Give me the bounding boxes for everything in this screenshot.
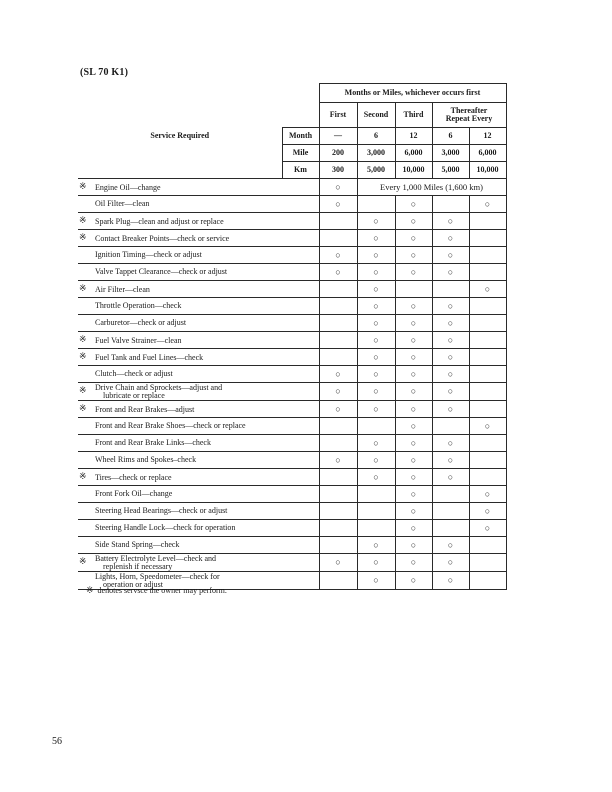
service-item-label: Engine Oil—change bbox=[95, 182, 161, 192]
unit-km: Km bbox=[282, 162, 319, 179]
service-item bbox=[78, 503, 319, 520]
check-mark-icon: ○ bbox=[319, 179, 357, 196]
asterisk-icon: ※ bbox=[79, 385, 87, 396]
check-mark-icon: ○ bbox=[357, 349, 395, 366]
asterisk-icon: ※ bbox=[79, 283, 87, 294]
check-mark-icon: ○ bbox=[319, 401, 357, 418]
table-row bbox=[78, 349, 506, 366]
check-mark-icon: ○ bbox=[395, 435, 432, 452]
service-item bbox=[78, 315, 319, 332]
check-mark-icon: ○ bbox=[432, 401, 469, 418]
interval-note: Every 1,000 Miles (1,600 km) bbox=[357, 179, 506, 196]
service-item-label: Lights, Horn, Speedometer—check for bbox=[95, 571, 220, 581]
table-row bbox=[78, 230, 506, 247]
check-mark-icon: ○ bbox=[469, 520, 506, 537]
col-thereafter bbox=[432, 103, 506, 128]
check-mark-icon: ○ bbox=[395, 196, 432, 213]
check-mark-icon: ○ bbox=[357, 366, 395, 383]
page-number: 56 bbox=[52, 736, 62, 747]
check-mark-icon: ○ bbox=[357, 572, 395, 590]
check-mark-icon: ○ bbox=[319, 196, 357, 213]
service-item bbox=[78, 230, 319, 247]
check-mark-icon: ○ bbox=[395, 383, 432, 401]
check-mark-icon: ○ bbox=[357, 554, 395, 572]
service-item-label: Contact Breaker Points—check or service bbox=[95, 233, 230, 243]
empty-cell bbox=[319, 349, 357, 366]
check-mark-icon: ○ bbox=[319, 452, 357, 469]
empty-cell bbox=[469, 401, 506, 418]
service-item bbox=[78, 196, 319, 213]
empty-cell bbox=[469, 264, 506, 281]
service-item bbox=[78, 281, 319, 298]
service-item-label: Carburetor—check or adjust bbox=[95, 318, 187, 328]
check-mark-icon: ○ bbox=[357, 469, 395, 486]
check-mark-icon: ○ bbox=[432, 247, 469, 264]
unit-cell: 300 bbox=[319, 162, 357, 179]
empty-cell bbox=[469, 383, 506, 401]
empty-cell bbox=[319, 520, 357, 537]
check-mark-icon: ○ bbox=[357, 435, 395, 452]
service-item-label: Front and Rear Brake Links—check bbox=[95, 438, 211, 448]
empty-cell bbox=[432, 196, 469, 213]
service-item-label: Air Filter—clean bbox=[95, 284, 150, 294]
service-item-label: Wheel Rims and Spokes–check bbox=[95, 455, 197, 465]
check-mark-icon: ○ bbox=[432, 366, 469, 383]
check-mark-icon: ○ bbox=[395, 554, 432, 572]
check-mark-icon: ○ bbox=[357, 383, 395, 401]
service-item-label: Spark Plug—clean and adjust or replace bbox=[95, 216, 224, 226]
service-item bbox=[78, 383, 319, 401]
empty-cell bbox=[432, 486, 469, 503]
empty-cell bbox=[319, 572, 357, 590]
header-group-title: Months or Miles, whichever occurs first bbox=[319, 84, 506, 103]
table-row bbox=[78, 332, 506, 349]
check-mark-icon: ○ bbox=[319, 383, 357, 401]
check-mark-icon: ○ bbox=[432, 383, 469, 401]
service-item bbox=[78, 401, 319, 418]
col-first: First bbox=[319, 103, 357, 128]
empty-cell bbox=[469, 537, 506, 554]
asterisk-icon: ※ bbox=[79, 232, 87, 243]
unit-month: Month bbox=[282, 128, 319, 145]
unit-mile: Mile bbox=[282, 145, 319, 162]
table-row bbox=[78, 298, 506, 315]
empty-cell bbox=[395, 281, 432, 298]
empty-cell bbox=[357, 503, 395, 520]
service-item-label: Valve Tappet Clearance—check or adjust bbox=[95, 267, 228, 277]
empty-cell bbox=[469, 469, 506, 486]
check-mark-icon: ○ bbox=[395, 469, 432, 486]
table-row bbox=[78, 520, 506, 537]
unit-cell: 12 bbox=[395, 128, 432, 145]
empty-cell bbox=[319, 230, 357, 247]
unit-cell: 12 bbox=[469, 128, 506, 145]
service-item bbox=[78, 213, 319, 230]
service-item-label: Drive Chain and Sprockets—adjust and bbox=[95, 382, 223, 392]
empty-cell bbox=[319, 298, 357, 315]
check-mark-icon: ○ bbox=[357, 281, 395, 298]
check-mark-icon: ○ bbox=[432, 315, 469, 332]
empty-cell bbox=[469, 213, 506, 230]
table-row bbox=[78, 264, 506, 281]
maintenance-schedule-table bbox=[78, 83, 507, 590]
asterisk-icon: ※ bbox=[79, 215, 87, 226]
empty-cell bbox=[319, 213, 357, 230]
unit-cell: 6 bbox=[432, 128, 469, 145]
asterisk-icon: ※ bbox=[79, 556, 87, 567]
unit-cell: 10,000 bbox=[469, 162, 506, 179]
service-item-label: Oil Filter—clean bbox=[95, 199, 150, 209]
check-mark-icon: ○ bbox=[395, 349, 432, 366]
empty-cell bbox=[319, 537, 357, 554]
check-mark-icon: ○ bbox=[395, 418, 432, 435]
service-item bbox=[78, 520, 319, 537]
empty-cell bbox=[319, 486, 357, 503]
check-mark-icon: ○ bbox=[432, 332, 469, 349]
unit-cell: 200 bbox=[319, 145, 357, 162]
empty-cell bbox=[469, 349, 506, 366]
service-item-label: Battery Electrolyte Level—check and bbox=[95, 553, 217, 563]
empty-cell bbox=[432, 503, 469, 520]
service-item bbox=[78, 452, 319, 469]
check-mark-icon: ○ bbox=[432, 452, 469, 469]
empty-cell bbox=[357, 196, 395, 213]
empty-cell bbox=[432, 520, 469, 537]
service-item-label: Front and Rear Brake Shoes—check or replace bbox=[95, 421, 246, 431]
unit-cell: 5,000 bbox=[357, 162, 395, 179]
check-mark-icon: ○ bbox=[395, 366, 432, 383]
check-mark-icon: ○ bbox=[432, 469, 469, 486]
service-item bbox=[78, 332, 319, 349]
table-row bbox=[78, 247, 506, 264]
check-mark-icon: ○ bbox=[395, 264, 432, 281]
service-item-label: Clutch—check or adjust bbox=[95, 369, 173, 379]
empty-cell bbox=[469, 315, 506, 332]
check-mark-icon: ○ bbox=[432, 572, 469, 590]
check-mark-icon: ○ bbox=[395, 247, 432, 264]
check-mark-icon: ○ bbox=[357, 332, 395, 349]
check-mark-icon: ○ bbox=[357, 298, 395, 315]
service-item-label: Steering Handle Lock—check for operation bbox=[95, 523, 236, 533]
empty-cell bbox=[319, 469, 357, 486]
unit-cell: 10,000 bbox=[395, 162, 432, 179]
service-item-label: Front and Rear Brakes—adjust bbox=[95, 404, 195, 414]
empty-cell bbox=[319, 332, 357, 349]
unit-cell: 3,000 bbox=[432, 145, 469, 162]
col-third: Third bbox=[395, 103, 432, 128]
empty-cell bbox=[469, 247, 506, 264]
empty-cell bbox=[319, 503, 357, 520]
service-item bbox=[78, 179, 319, 196]
table-row bbox=[78, 366, 506, 383]
check-mark-icon: ○ bbox=[432, 554, 469, 572]
asterisk-icon: ※ bbox=[79, 403, 87, 414]
asterisk-icon: ※ bbox=[86, 585, 94, 595]
empty-cell bbox=[469, 366, 506, 383]
table-row bbox=[78, 452, 506, 469]
table-row bbox=[78, 435, 506, 452]
unit-cell: 6 bbox=[357, 128, 395, 145]
table-row bbox=[78, 401, 506, 418]
service-required-label: Service Required bbox=[150, 131, 210, 140]
service-item bbox=[78, 349, 319, 366]
table-row bbox=[78, 486, 506, 503]
service-item-label: Throttle Operation—check bbox=[95, 301, 182, 311]
check-mark-icon: ○ bbox=[319, 264, 357, 281]
empty-cell bbox=[469, 452, 506, 469]
table-row bbox=[78, 281, 506, 298]
service-item bbox=[78, 298, 319, 315]
empty-cell bbox=[319, 418, 357, 435]
service-item bbox=[78, 435, 319, 452]
check-mark-icon: ○ bbox=[395, 230, 432, 247]
empty-cell bbox=[357, 418, 395, 435]
col-second: Second bbox=[357, 103, 395, 128]
check-mark-icon: ○ bbox=[357, 213, 395, 230]
service-item-label: Side Stand Spring—check bbox=[95, 540, 180, 550]
service-item bbox=[78, 486, 319, 503]
unit-cell: 5,000 bbox=[432, 162, 469, 179]
check-mark-icon: ○ bbox=[357, 401, 395, 418]
table-row bbox=[78, 503, 506, 520]
check-mark-icon: ○ bbox=[395, 520, 432, 537]
service-item-label: Fuel Valve Strainer—clean bbox=[95, 335, 182, 345]
service-item-label-cont: operation or adjust bbox=[103, 579, 163, 589]
check-mark-icon: ○ bbox=[395, 332, 432, 349]
unit-cell: — bbox=[319, 128, 357, 145]
service-item-label-cont: lubricate or replace bbox=[103, 390, 165, 400]
service-item bbox=[78, 264, 319, 281]
check-mark-icon: ○ bbox=[469, 281, 506, 298]
service-item bbox=[78, 247, 319, 264]
check-mark-icon: ○ bbox=[432, 213, 469, 230]
empty-cell bbox=[432, 418, 469, 435]
header-blank bbox=[78, 162, 282, 179]
check-mark-icon: ○ bbox=[357, 452, 395, 469]
service-item-label: Tires—check or replace bbox=[95, 472, 172, 482]
asterisk-icon: ※ bbox=[79, 471, 87, 482]
empty-cell bbox=[357, 520, 395, 537]
check-mark-icon: ○ bbox=[395, 572, 432, 590]
empty-cell bbox=[469, 435, 506, 452]
col-thereafter-line2: Repeat Every bbox=[445, 114, 493, 123]
table-row bbox=[78, 179, 506, 196]
empty-cell bbox=[357, 486, 395, 503]
empty-cell bbox=[469, 572, 506, 590]
empty-cell bbox=[319, 281, 357, 298]
empty-cell bbox=[319, 315, 357, 332]
empty-cell bbox=[319, 435, 357, 452]
check-mark-icon: ○ bbox=[432, 435, 469, 452]
check-mark-icon: ○ bbox=[395, 213, 432, 230]
header-blank bbox=[78, 103, 319, 128]
header-blank bbox=[78, 145, 282, 162]
service-item bbox=[78, 554, 319, 572]
empty-cell bbox=[432, 281, 469, 298]
check-mark-icon: ○ bbox=[395, 537, 432, 554]
check-mark-icon: ○ bbox=[395, 452, 432, 469]
table-row bbox=[78, 469, 506, 486]
footnote bbox=[86, 585, 227, 596]
service-item bbox=[78, 418, 319, 435]
empty-cell bbox=[469, 554, 506, 572]
service-item-label: Steering Head Bearings—check or adjust bbox=[95, 506, 228, 516]
service-item-label-cont: replenish if necessary bbox=[103, 561, 173, 571]
check-mark-icon: ○ bbox=[319, 366, 357, 383]
unit-cell: 6,000 bbox=[395, 145, 432, 162]
check-mark-icon: ○ bbox=[469, 196, 506, 213]
check-mark-icon: ○ bbox=[432, 537, 469, 554]
check-mark-icon: ○ bbox=[395, 503, 432, 520]
empty-cell bbox=[469, 332, 506, 349]
check-mark-icon: ○ bbox=[395, 401, 432, 418]
asterisk-icon: ※ bbox=[79, 334, 87, 345]
service-item bbox=[78, 366, 319, 383]
table-row bbox=[78, 213, 506, 230]
check-mark-icon: ○ bbox=[469, 418, 506, 435]
col-thereafter-line1: Thereafter bbox=[450, 106, 488, 115]
check-mark-icon: ○ bbox=[469, 503, 506, 520]
table-row bbox=[78, 418, 506, 435]
asterisk-icon: ※ bbox=[79, 351, 87, 362]
table-row bbox=[78, 537, 506, 554]
table-row bbox=[78, 383, 506, 401]
check-mark-icon: ○ bbox=[432, 264, 469, 281]
check-mark-icon: ○ bbox=[432, 298, 469, 315]
table-row bbox=[78, 196, 506, 213]
check-mark-icon: ○ bbox=[319, 247, 357, 264]
check-mark-icon: ○ bbox=[469, 486, 506, 503]
service-item-label: Fuel Tank and Fuel Lines—check bbox=[95, 352, 204, 362]
check-mark-icon: ○ bbox=[357, 537, 395, 554]
service-item bbox=[78, 469, 319, 486]
check-mark-icon: ○ bbox=[395, 486, 432, 503]
empty-cell bbox=[469, 230, 506, 247]
table-row bbox=[78, 554, 506, 572]
service-item-label: Front Fork Oil—change bbox=[95, 489, 173, 499]
check-mark-icon: ○ bbox=[432, 349, 469, 366]
empty-cell bbox=[469, 298, 506, 315]
asterisk-icon: ※ bbox=[79, 181, 87, 192]
check-mark-icon: ○ bbox=[357, 264, 395, 281]
header-blank bbox=[78, 84, 319, 103]
unit-cell: 6,000 bbox=[469, 145, 506, 162]
check-mark-icon: ○ bbox=[357, 315, 395, 332]
check-mark-icon: ○ bbox=[357, 230, 395, 247]
service-item bbox=[78, 537, 319, 554]
check-mark-icon: ○ bbox=[395, 315, 432, 332]
check-mark-icon: ○ bbox=[395, 298, 432, 315]
unit-cell: 3,000 bbox=[357, 145, 395, 162]
check-mark-icon: ○ bbox=[357, 247, 395, 264]
check-mark-icon: ○ bbox=[432, 230, 469, 247]
service-item-label: Ignition Timing—check or adjust bbox=[95, 250, 202, 260]
model-heading: (SL 70 K1) bbox=[80, 67, 129, 78]
footnote-text: denotes servsce the owner may perform. bbox=[97, 586, 227, 595]
check-mark-icon: ○ bbox=[319, 554, 357, 572]
table-row bbox=[78, 315, 506, 332]
